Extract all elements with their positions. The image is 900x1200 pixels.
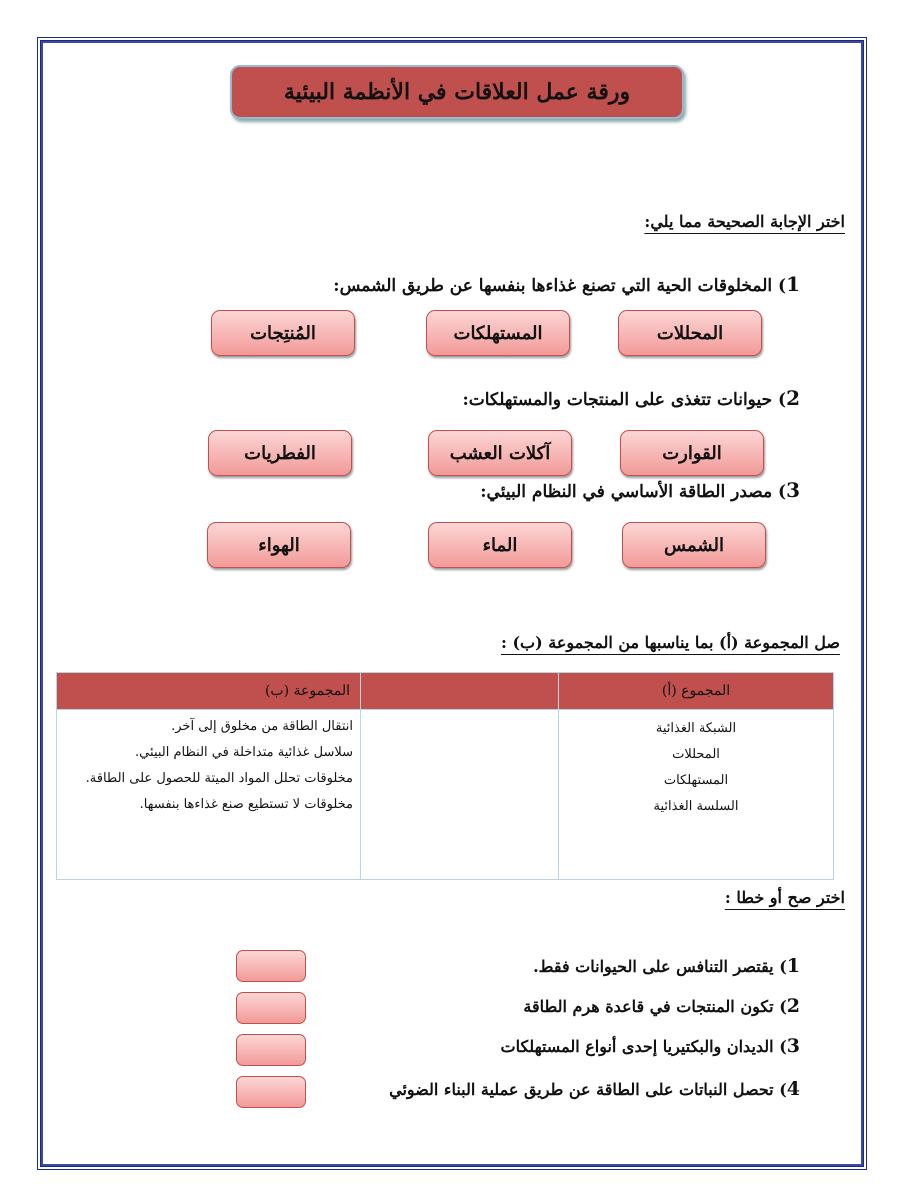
title-text: ورقة عمل العلاقات في الأنظمة البيئية: [283, 79, 631, 105]
question-number: 2: [786, 386, 800, 410]
item-number: 4: [786, 1078, 800, 1100]
group-a-item: المستهلكات: [663, 773, 729, 788]
answer-column[interactable]: [361, 710, 559, 880]
worksheet-title: [230, 65, 684, 119]
item-text: الديدان والبكتيريا إحدى أنواع المستهلكات: [500, 1037, 774, 1056]
q1-option-3[interactable]: المُنتِجات: [211, 310, 355, 356]
item-text: تكون المنتجات في قاعدة هرم الطاقة: [523, 997, 774, 1016]
group-b-item: انتقال الطاقة من مخلوق إلى آخر.: [171, 719, 353, 734]
header-blank: [361, 673, 559, 710]
group-b-item: مخلوقات لا تستطيع صنع غذاءها بنفسها.: [139, 797, 353, 812]
tf-answer-box-2[interactable]: [236, 992, 306, 1024]
header-group-b: المجموعة (ب): [57, 673, 361, 710]
item-number: 3: [786, 1035, 800, 1057]
question-text: حيوانات تتغذى على المنتجات والمستهلكات:: [462, 390, 773, 410]
tf-answer-box-3[interactable]: [236, 1034, 306, 1066]
question-text: المخلوقات الحية التي تصنع غذاءها بنفسها عن طريق الشمس:: [333, 276, 773, 296]
question-text: مصدر الطاقة الأساسي في النظام البيئي:: [480, 482, 773, 502]
item-text: يقتصر التنافس على الحيوانات فقط.: [533, 957, 774, 976]
question-2: 2) حيوانات تتغذى على المنتجات والمستهلكات:: [462, 386, 800, 410]
group-a-item: المحللات: [672, 747, 720, 762]
tf-item-1: 1) يقتصر التنافس على الحيوانات فقط.: [533, 955, 800, 977]
q1-option-1[interactable]: المحللات: [618, 310, 762, 356]
group-a-item: السلسة الغذائية: [653, 799, 739, 814]
q3-option-3[interactable]: الهواء: [207, 522, 351, 568]
q2-option-2[interactable]: آكلات العشب: [428, 430, 572, 476]
question-3: 3) مصدر الطاقة الأساسي في النظام البيئي:: [480, 478, 800, 502]
question-number: 1: [786, 272, 800, 296]
section1-heading: اختر الإجابة الصحيحة مما يلي:: [644, 212, 845, 231]
question-1: 1) المخلوقات الحية التي تصنع غذاءها بنفسها عن طريق الشمس:: [333, 272, 800, 296]
tf-item-3: 3) الديدان والبكتيريا إحدى أنواع المستهلكات: [500, 1035, 800, 1057]
matching-table: [56, 672, 834, 880]
item-text: تحصل النباتات على الطاقة عن طريق عملية البناء الضوئي: [389, 1080, 774, 1099]
group-b-column: [57, 710, 361, 880]
q2-option-3[interactable]: الفطريات: [208, 430, 352, 476]
section3-heading: اختر صح أو خطا :: [724, 888, 845, 907]
q3-option-2[interactable]: الماء: [428, 522, 572, 568]
tf-answer-box-1[interactable]: [236, 950, 306, 982]
q2-option-1[interactable]: القوارت: [620, 430, 764, 476]
group-b-item: سلاسل غذائية متداخلة في النظام البيئي.: [135, 745, 353, 760]
group-a-column: [559, 710, 834, 880]
header-group-a: المجموع (أ): [559, 673, 834, 710]
q1-option-2[interactable]: المستهلكات: [426, 310, 570, 356]
group-a-item: الشبكة الغذائية: [655, 721, 737, 736]
tf-item-2: 2) تكون المنتجات في قاعدة هرم الطاقة: [523, 995, 800, 1017]
question-number: 3: [786, 478, 800, 502]
group-b-item: مخلوقات تحلل المواد الميتة للحصول على الطاقة.: [85, 771, 353, 786]
item-number: 2: [786, 995, 800, 1017]
section2-heading: صل المجموعة (أ) بما يناسبها من المجموعة (ب) :: [500, 633, 840, 652]
tf-answer-box-4[interactable]: [236, 1076, 306, 1108]
q3-option-1[interactable]: الشمس: [622, 522, 766, 568]
item-number: 1: [786, 955, 800, 977]
tf-item-4: 4) تحصل النباتات على الطاقة عن طريق عملية البناء الضوئي: [389, 1078, 800, 1100]
